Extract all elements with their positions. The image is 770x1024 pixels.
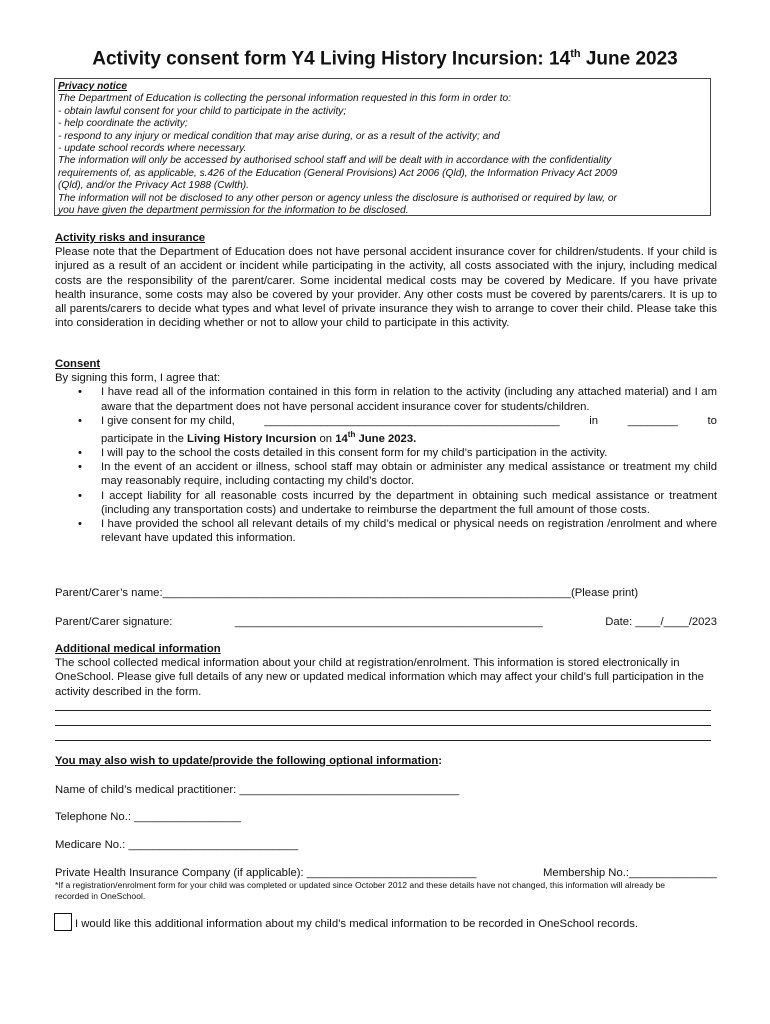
title-text: Activity consent form Y4 Living History Incursion: 14 xyxy=(92,48,571,70)
date-label: Date: xyxy=(605,616,636,628)
parent-name-field[interactable]: _________________________________________________________________ xyxy=(162,587,571,599)
membership-label: Membership No.: xyxy=(543,867,630,879)
consent-item-read: • I have read all of the information contained in this form in relation to the activity (including any attached material) and I am aware that the department does not have personal accident insurance cover for students/children. xyxy=(55,385,717,413)
privacy-line: (Qld), and/or the Privacy Act 1988 (Cwlth). xyxy=(58,180,249,192)
insurance-group xyxy=(55,866,476,880)
medical-info-line[interactable] xyxy=(55,740,711,741)
privacy-heading: Privacy notice xyxy=(58,81,128,92)
date-field[interactable]: ____/____/2023 xyxy=(635,616,717,628)
event-date-sup: th xyxy=(347,430,356,440)
consent-item2-to: to xyxy=(707,414,717,427)
event-date-day: 14 xyxy=(335,432,348,445)
membership-field[interactable]: ______________ xyxy=(629,867,717,879)
privacy-line: The information will only be accessed by authorised school staff and will be dealt with in accordance with the confidentiality xyxy=(58,155,612,167)
privacy-line: - update school records where necessary. xyxy=(58,143,247,155)
medical-info-line[interactable] xyxy=(55,725,711,726)
consent-intro: By signing this form, I agree that: xyxy=(55,372,221,385)
consent-list xyxy=(55,385,717,545)
privacy-line: - obtain lawful consent for your child to participate in the activity; xyxy=(58,105,347,117)
medical-heading: Additional medical information xyxy=(55,643,221,655)
form-title xyxy=(0,42,770,71)
insurance-label: Private Health Insurance Company (if applicable): xyxy=(55,867,307,879)
child-name-field[interactable]: _______________________________________________ xyxy=(264,414,560,427)
consent-item2-text: • I give consent for my child, xyxy=(101,414,235,427)
practitioner-row xyxy=(55,783,717,797)
parent-signature-row xyxy=(55,615,717,629)
signature-label: Parent/Carer signature: xyxy=(55,616,173,628)
consent-item-pay: • I will pay to the school the costs detailed in this consent form for my child’s participation in the activity. xyxy=(55,446,717,460)
child-class-field[interactable]: ________ xyxy=(627,414,678,427)
privacy-line: The Department of Education is collecting the personal information requested in this form in order to: xyxy=(58,93,512,105)
signature-field[interactable]: _________________________________________________ xyxy=(234,616,543,628)
checkbox-label: I would like this additional information about my child’s medical information to be recorded in OneSchool records. xyxy=(75,918,639,930)
optional-heading-colon: : xyxy=(438,755,443,767)
insurance-field[interactable]: ___________________________ xyxy=(306,867,477,879)
consent-item2-on: on xyxy=(316,432,336,445)
optional-heading: You may also wish to update/provide the following optional information xyxy=(55,755,439,767)
consent-item-child xyxy=(55,414,717,446)
event-name: Living History Incursion xyxy=(187,432,317,445)
privacy-line: you have given the department permission for the information to be disclosed. xyxy=(58,205,409,217)
risks-body: Please note that the Department of Education does not have personal accident insurance cover for children/students. If your child is injured as a result of an accident or incident while participating in the activity, all costs associated with the injury, including medical costs are the responsibility of the parent/carer. Some incidental medical costs may be covered by Medicare. If you have private health insurance, some costs may also be covered by your provider. Any other costs must be covered by parents/carers. It is up to all parents/carers to decide what types and what level of private insurance they wish to arrange to cover their child. Please take this into consideration in deciding whether or not to allow your child to participate in this activity. xyxy=(55,246,717,330)
practitioner-field[interactable]: ___________________________________ xyxy=(239,784,460,796)
date-group xyxy=(605,615,717,629)
parent-name-label: Parent/Carer’s name: xyxy=(55,587,163,599)
medicare-row xyxy=(55,838,717,852)
parent-name-hint: (Please print) xyxy=(570,587,639,599)
consent-item2-participate: participate in the xyxy=(101,432,188,445)
consent-item-liability: • I accept liability for all reasonable costs incurred by the department in obtaining such medical assistance or treatment (including any transportation costs) and undertake to reimburse the department the full amount of those costs. xyxy=(55,489,717,517)
parent-name-row xyxy=(55,586,717,600)
event-date-month: June 2023. xyxy=(355,432,417,445)
medicare-field[interactable]: ___________________________ xyxy=(128,839,299,851)
medicare-label: Medicare No.: xyxy=(55,839,129,851)
title-end: June 2023 xyxy=(580,48,678,70)
medical-section xyxy=(55,642,717,699)
privacy-line: - help coordinate the activity; xyxy=(58,118,188,130)
privacy-line: - respond to any injury or medical condition that may arise during, or as a result of the activity; and xyxy=(58,130,500,142)
title-superscript: th xyxy=(570,48,581,60)
insurance-row xyxy=(55,866,717,880)
risks-section xyxy=(55,231,717,330)
phone-field[interactable]: _________________ xyxy=(134,811,241,823)
privacy-notice-box xyxy=(54,78,711,216)
footnote: *If a registration/enrolment form for your child was completed or updated since October 2012 and these details have not changed, this information will already be recorded in OneSchool. xyxy=(55,880,666,901)
practitioner-label: Name of child’s medical practitioner: xyxy=(55,784,240,796)
phone-row xyxy=(55,810,717,824)
medical-info-line[interactable] xyxy=(55,710,711,711)
consent-item2-in: in xyxy=(589,414,599,427)
consent-section xyxy=(55,357,717,545)
privacy-line: The information will not be disclosed to any other person or agency unless the disclosure is authorised or required by law, or xyxy=(58,192,617,204)
risks-heading: Activity risks and insurance xyxy=(55,232,206,244)
medical-body: The school collected medical information about your child at registration/enrolment. This information is stored electronically in OneSchool. Please give full details of any new or updated medical information which may affect your child’s full participation in the activity described in the form. xyxy=(55,657,704,698)
optional-heading-row xyxy=(55,754,717,768)
phone-label: Telephone No.: xyxy=(55,811,135,823)
event-date xyxy=(335,430,417,445)
membership-group xyxy=(543,866,717,880)
consent-heading: Consent xyxy=(55,358,101,370)
consent-item-medical: • In the event of an accident or illness, school staff may obtain or administer any medical assistance or treatment my child may reasonably require, including contacting my child’s doctor. xyxy=(55,460,717,488)
privacy-line: requirements of, as applicable, s.426 of the Education (General Provisions) Act 2006 (Qld), the Information Privacy Act 2009 xyxy=(58,167,618,179)
consent-item-details: • I have provided the school all relevant details of my child’s medical or physical needs on registration /enrolment and where relevant have updated this information. xyxy=(55,517,717,545)
